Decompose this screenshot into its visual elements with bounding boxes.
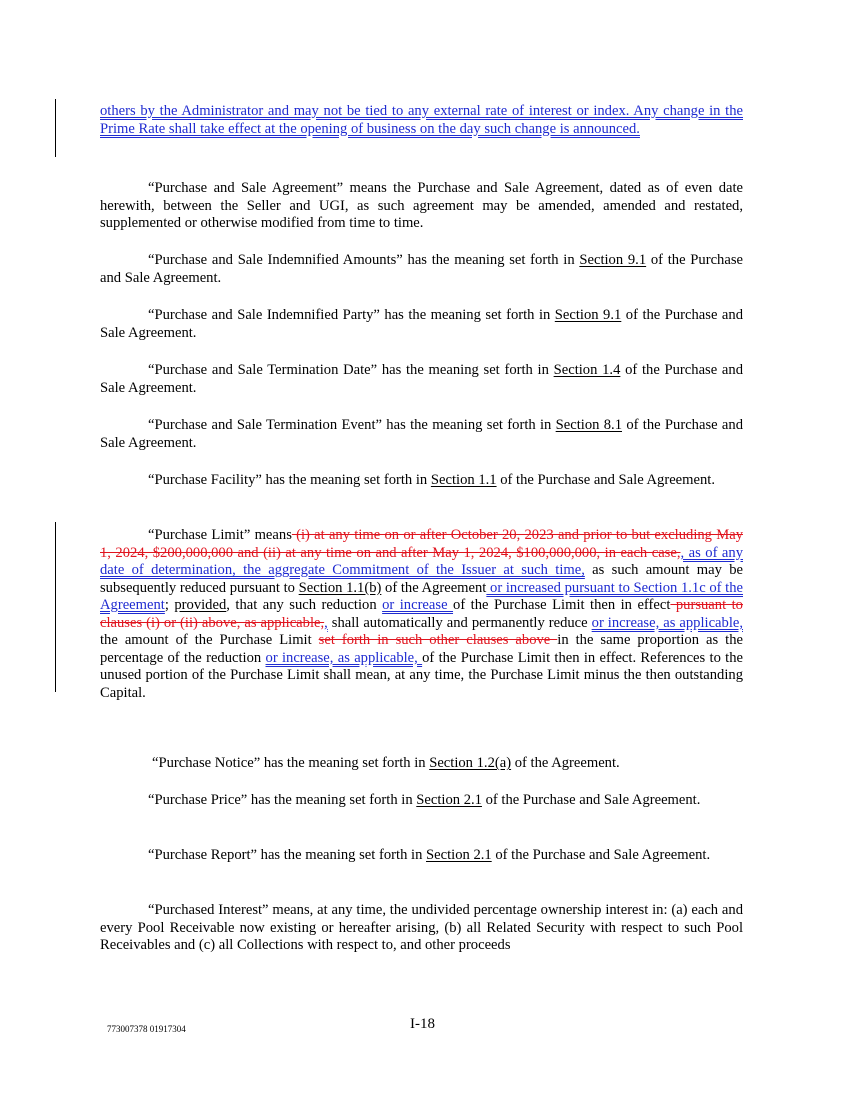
inserted-text: or increase, as applicable,: [265, 649, 423, 666]
prime-rate-continuation: [100, 103, 743, 138]
inserted-text: or increase, as applicable,: [591, 614, 743, 631]
deleted-text: pursuant to clauses (i) or (ii) above, as applicable,: [100, 597, 743, 631]
definition-text: “Purchased Interest” means, at any time, the undivided percentage ownership interest in: (a) each and every Pool Receivable now existing or hereafter arising, (b) all Related Security with respect to such Pool Receivables and (c) all Collections with respect to, and other proceeds: [100, 902, 743, 953]
section-reference: Section 1.2(a): [429, 755, 512, 771]
section-reference: Section 2.1: [416, 792, 482, 808]
definition-purchase-limit: “Purchase Limit” means (i) at any time on or after October 20, 2023 and prior to but excluding May 1, 2024, $200,000,000 and (ii) at any time on and after May 1, 2024, $100,000,000, in each case,, as of any date of determination, the aggregate Commitment of the Issuer at such time, as such amount may be subsequently reduced pursuant to Section 1.1(b) of the Agreement or increased pursuant to Section 1.1c of the Agreement; provided, that any such reduction or increase of the Purchase Limit then in effect pursuant to clauses (i) or (ii) above, as applicable,, shall automatically and permanently reduce or increase, as applicable, the amount of the Purchase Limit set forth in such other clauses above in the same proportion as the percentage of the reduction or increase, as applicable, of the Purchase Limit then in effect. References to the unused portion of the Purchase Limit shall mean, at any time, the Purchase Limit minus the then outstanding Capital.: [100, 527, 744, 701]
section-reference: Section 8.1: [555, 417, 622, 433]
page-number: I-18: [410, 1016, 435, 1032]
inserted-text: or increase: [382, 597, 454, 613]
change-bar: [55, 99, 56, 157]
inserted-text: ,: [324, 614, 328, 631]
definition-pas-termination-event: “Purchase and Sale Termination Event” has the meaning set forth in Section 8.1 of the Purchase and Sale Agreement.: [100, 417, 743, 451]
inserted-text: others by the Administrator and may not be tied to any external rate of interest or index. Any change in the Prime Rate shall take effect at the opening of business on the day such change is announced.: [100, 103, 743, 137]
section-reference: Section 9.1: [579, 252, 647, 268]
section-reference: Section 1.1(b): [298, 579, 382, 596]
inserted-text: or increased pursuant to Section 1.1c of the Agreement: [100, 579, 743, 613]
definition-pas-indemnified-party: “Purchase and Sale Indemnified Party” has the meaning set forth in Section 9.1 of the Purchase and Sale Agreement.: [100, 307, 743, 341]
section-reference: Section 9.1: [554, 307, 622, 323]
definition-purchase-price: “Purchase Price” has the meaning set forth in Section 2.1 of the Purchase and Sale Agreement.: [148, 792, 701, 808]
definition-purchase-facility: “Purchase Facility” has the meaning set forth in Section 1.1 of the Purchase and Sale Agreement.: [148, 472, 715, 488]
deleted-text: set forth in such other clauses above: [318, 632, 558, 648]
change-bar: [55, 522, 56, 692]
definition-pas-indemnified-amounts: “Purchase and Sale Indemnified Amounts” has the meaning set forth in Section 9.1 of the Purchase and Sale Agreement.: [100, 252, 743, 286]
section-reference: Section 2.1: [426, 847, 492, 863]
definition-purchase-and-sale-agreement: [100, 180, 743, 233]
footer-document-id: 773007378 01917304: [107, 1024, 186, 1034]
section-reference: Section 1.4: [553, 362, 621, 378]
definition-text: “Purchase and Sale Agreement” means the Purchase and Sale Agreement, dated as of even date herewith, between the Seller and UGI, as such agreement may be amended, amended and restated, supplemented or otherwise modified from time to time.: [100, 180, 743, 231]
definition-pas-termination-date: “Purchase and Sale Termination Date” has the meaning set forth in Section 1.4 of the Purchase and Sale Agreement.: [100, 362, 743, 396]
definition-purchase-notice: “Purchase Notice” has the meaning set forth in Section 1.2(a) of the Agreement.: [152, 755, 620, 771]
deleted-text: (i) at any time on or after October 20, 2023 and prior to but excluding May 1, 2024, $200,000,000 and (ii) at any time on and after May 1, 2024, $100,000,000, in each case,: [100, 527, 743, 561]
definition-purchased-interest: [100, 902, 743, 955]
section-reference: Section 1.1: [430, 472, 497, 488]
definition-purchase-report: “Purchase Report” has the meaning set forth in Section 2.1 of the Purchase and Sale Agreement.: [148, 847, 711, 863]
inserted-text: , as of any date of determination, the aggregate Commitment of the Issuer at such time,: [100, 544, 743, 578]
provided-term: provided: [174, 597, 227, 613]
